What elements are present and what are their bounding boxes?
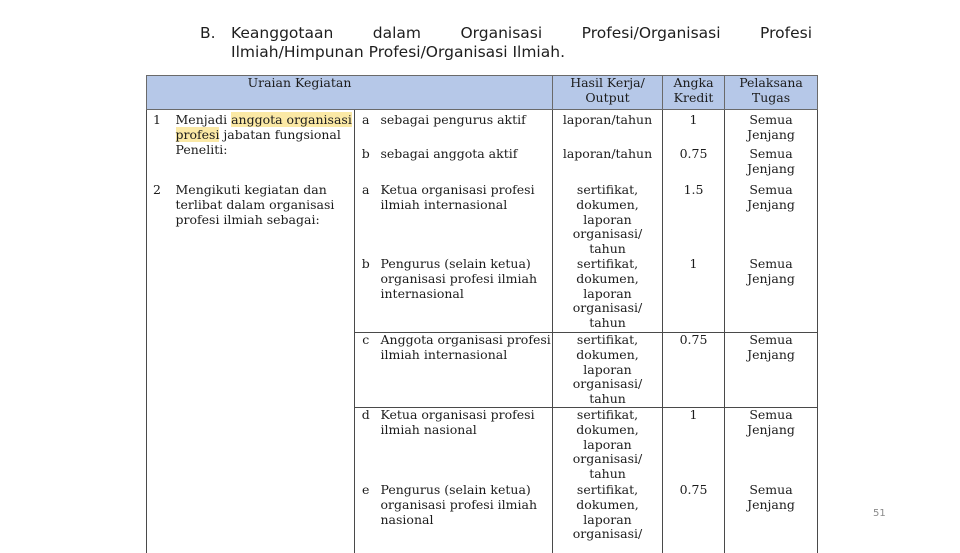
header-hasil: Hasil Kerja/ Output [553, 76, 663, 110]
item-output: sertifikat, dokumen, laporan organisasi/ tahun [553, 183, 663, 257]
activity-text: Menjadi [175, 112, 232, 127]
section-letter: B. [200, 24, 216, 42]
item-letter: b [355, 257, 377, 333]
item-executor: Semua Jenjang [725, 483, 818, 553]
item-output: laporan/tahun [553, 147, 663, 183]
row-number: 1 [147, 110, 174, 184]
item-letter: e [355, 483, 377, 553]
item-output: sertifikat, dokumen, laporan organisasi/ [553, 483, 663, 553]
item-credit: 1 [663, 408, 725, 484]
item-letter: b [355, 147, 377, 183]
header-pelaksana: Pelaksana Tugas [725, 76, 818, 110]
item-description: Anggota organisasi profesi ilmiah internasional [377, 333, 553, 408]
item-description: Ketua organisasi profesi ilmiah internasional [380, 182, 535, 212]
heading-word: Keanggotaan [231, 24, 334, 42]
item-letter: d [355, 408, 377, 484]
item-output: laporan/tahun [553, 110, 663, 148]
item-description: sebagai anggota aktif [380, 146, 518, 161]
item-output: sertifikat, dokumen, laporan organisasi/ tahun [553, 257, 663, 333]
header-angka: Angka Kredit [663, 76, 725, 110]
item-executor: Semua Jenjang [725, 183, 818, 257]
item-executor: Semua Jenjang [725, 147, 818, 183]
item-executor: Semua Jenjang [725, 333, 818, 408]
item-letter: a [355, 110, 377, 148]
page-number: 51 [873, 508, 886, 519]
heading-word: Profesi [760, 24, 812, 42]
heading-word: Organisasi [460, 24, 543, 42]
item-executor: Semua Jenjang [725, 408, 818, 484]
heading-word: Profesi/Organisasi [581, 24, 721, 42]
item-credit: 0.75 [663, 483, 725, 553]
activity-cell: Mengikuti kegiatan dan terlibat dalam organisasi profesi ilmiah sebagai: [175, 182, 335, 227]
table-row [147, 183, 818, 257]
activity-table [146, 75, 818, 553]
item-credit: 1.5 [663, 183, 725, 257]
activity-cell [174, 110, 355, 184]
item-credit: 0.75 [663, 333, 725, 408]
item-executor: Semua Jenjang [725, 257, 818, 333]
heading-line-2: Ilmiah/Himpunan Profesi/Organisasi Ilmiah. [231, 43, 565, 61]
item-letter: a [355, 183, 377, 257]
item-letter: c [355, 333, 377, 408]
section-heading [200, 24, 812, 62]
highlighted-text: anggota organisasi profesi [175, 112, 352, 142]
header-uraian: Uraian Kegiatan [147, 76, 553, 110]
item-credit: 0.75 [663, 147, 725, 183]
item-description: sebagai pengurus aktif [380, 112, 526, 127]
activity-text: jabatan fungsional Peneliti: [175, 126, 341, 157]
item-description: Ketua organisasi profesi ilmiah nasional [377, 408, 553, 484]
table-row [147, 110, 818, 148]
item-output: sertifikat, dokumen, laporan organisasi/ tahun [553, 408, 663, 484]
item-description: Pengurus (selain ketua) organisasi profesi ilmiah nasional [380, 482, 538, 527]
heading-line-1 [200, 24, 812, 43]
item-output: sertifikat, dokumen, laporan organisasi/ tahun [553, 333, 663, 408]
item-credit: 1 [663, 257, 725, 333]
table-header-row [147, 76, 818, 110]
item-description: Pengurus (selain ketua) organisasi profesi ilmiah internasional [380, 256, 538, 301]
item-credit: 1 [663, 110, 725, 148]
item-executor: Semua Jenjang [725, 110, 818, 148]
heading-word: dalam [372, 24, 422, 42]
row-number: 2 [147, 183, 174, 553]
